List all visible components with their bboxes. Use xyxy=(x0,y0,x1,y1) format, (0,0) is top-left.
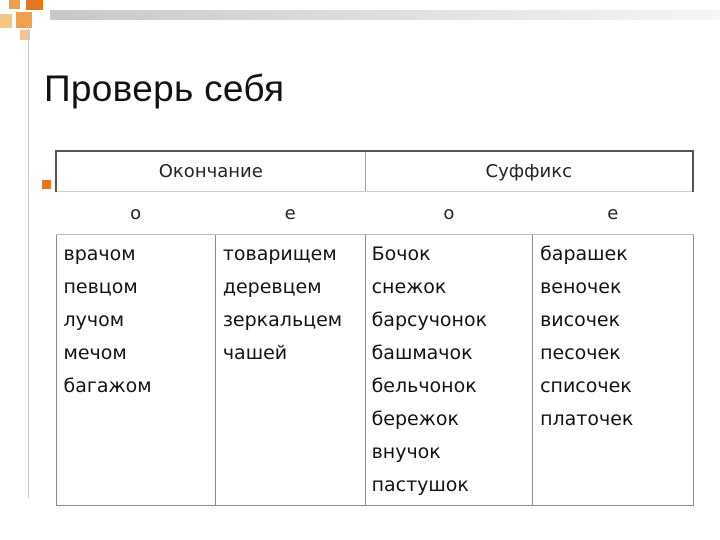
word: товарищем xyxy=(222,243,337,265)
group-header-ending: Окончание xyxy=(56,151,365,192)
word: мечом xyxy=(63,342,127,364)
word: Бочок xyxy=(371,243,431,265)
word: барашек xyxy=(540,243,628,265)
decor-square xyxy=(9,0,20,9)
words-column xyxy=(533,235,693,506)
word: лучом xyxy=(63,309,125,331)
decor-square xyxy=(16,12,32,28)
word: деревцем xyxy=(222,276,322,298)
word: внучок xyxy=(371,441,441,463)
word: пастушок xyxy=(371,474,469,496)
word: снежок xyxy=(371,276,447,298)
letter-header: о xyxy=(56,192,215,235)
left-decor-line xyxy=(28,26,29,498)
group-header-suffix: Суффикс xyxy=(365,151,693,192)
words-column xyxy=(215,235,365,506)
letter-header: е xyxy=(533,192,693,235)
word: бельчонок xyxy=(371,375,477,397)
letter-header: е xyxy=(215,192,365,235)
letter-header: о xyxy=(365,192,533,235)
top-decor-bar xyxy=(50,10,720,20)
word: веночек xyxy=(540,276,622,298)
word: списочек xyxy=(540,375,632,397)
decor-square xyxy=(0,14,12,28)
bullet-marker xyxy=(42,180,51,189)
words-column xyxy=(365,235,533,506)
decor-square xyxy=(26,0,43,10)
word: башмачок xyxy=(371,342,473,364)
word: чашей xyxy=(222,342,288,364)
word: врачом xyxy=(63,243,136,265)
word: багажом xyxy=(63,375,152,397)
word: барсучонок xyxy=(371,309,488,331)
word: песочек xyxy=(540,342,621,364)
words-row xyxy=(56,235,693,506)
letter-header-row xyxy=(56,192,693,235)
slide-title: Проверь себя xyxy=(44,68,285,109)
word: бережок xyxy=(371,408,459,430)
word: зеркальцем xyxy=(222,309,343,331)
word: височек xyxy=(540,309,621,331)
group-header-row xyxy=(56,151,693,192)
word: платочек xyxy=(540,408,634,430)
word: певцом xyxy=(63,276,138,298)
words-column xyxy=(56,235,215,506)
answer-table xyxy=(55,150,694,506)
